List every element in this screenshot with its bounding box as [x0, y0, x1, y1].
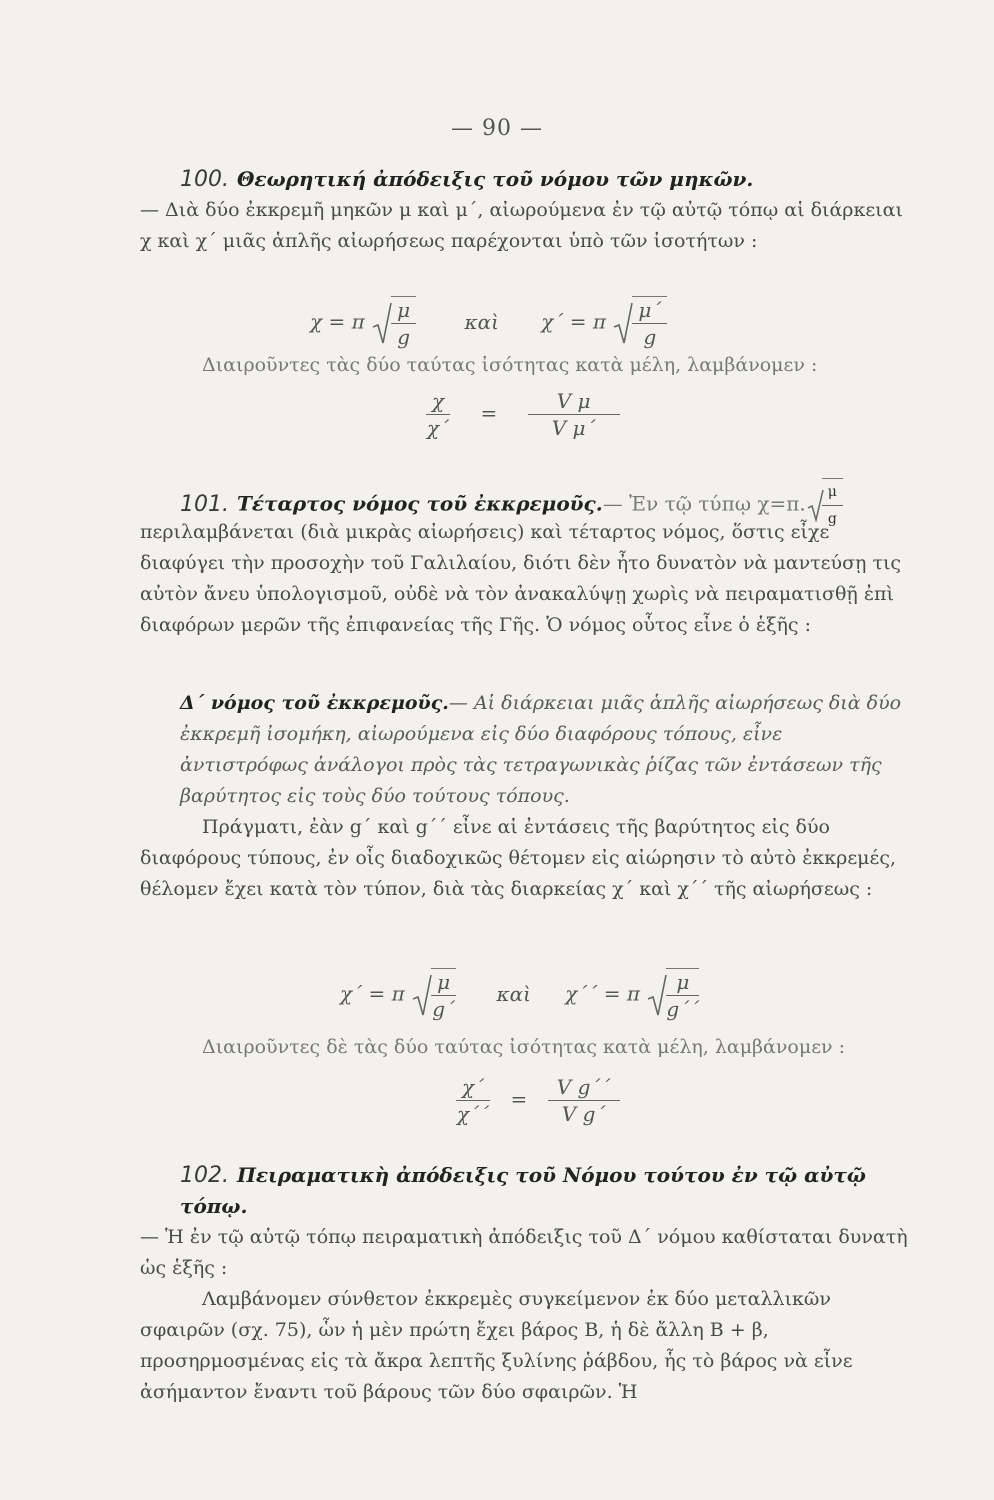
section-102-heading	[180, 1160, 940, 1222]
section-101-proof: Πράγματι, ἐὰν g΄ καὶ g΄΄ εἶνε αἱ ἐντάσεις τῆς βαρύτητος εἰς δύο διαφόρους τύπους, ἐν οἷς διαδοχικῶς θέτομεν εἰς αἰώρησιν τὸ αὐτὸ ἐκκρεμές, θέλομεν ἔχει κατὰ τὸν τύπον, διὰ τὰς διαρκείας χ΄ καὶ χ΄΄ τῆς αἰωρήσεως :	[140, 816, 897, 900]
sqrt-sign-icon	[612, 301, 634, 345]
section-102-number: 102.	[180, 1163, 229, 1188]
section-101-ratio: $\frac{\chi΄}{\chi΄΄}$ = $\frac{\text{V g΄΄}}{\text{V g΄}}$	[450, 1074, 626, 1127]
section-100-formula: χ = π $\frac{\mu}{g}$ καὶ χ΄ = π $\frac{\mu΄}{g}$	[310, 296, 673, 350]
formula-and: καὶ	[464, 309, 499, 334]
section-101-heading: 101. Τέταρτος νόμος τοῦ ἐκκρεμοῦς.— Ἐν τῷ τύπῳ χ=π. $\frac{\mu}{g}$	[180, 478, 920, 532]
page-number: — 90 —	[451, 116, 543, 141]
section-100-number: 100.	[180, 167, 229, 192]
section-102-text-2: Λαμβάνομεν σύνθετον ἐκκρεμὲς συγκείμενον ἐκ δύο μεταλλικῶν σφαιρῶν (σχ. 75), ὧν ἡ μὲν πρώτη ἔχει βάρος Β, ἡ δὲ ἄλλη Β + β, προσηρμοσμένας εἰς τὰ ἄκρα λεπτῆς ξυλίνης ῥάβδου, ἧς τὸ βάρος νὰ εἶνε ἀσήμαντον ἔναντι τοῦ βάρους τῶν δύο σφαιρῶν. Ἡ	[140, 1288, 853, 1403]
sqrt-sign-icon	[411, 973, 433, 1017]
section-101-text: περιλαμβάνεται (διὰ μικρὰς αἰωρήσεις) καὶ τέταρτος νόμος, ὅστις εἶχε διαφύγει τὴν προσοχὴν τοῦ Γαλιλαίου, διότι δὲν ἦτο δυνατὸν νὰ μαντεύσῃ τις αὐτὸν ἄνευ ὑπολογισμοῦ, οὐδὲ νὰ τὸν ἀνακαλύψῃ χωρὶς νὰ πειραματισθῇ ἐπὶ διαφόρων μερῶν τῆς ἐπιφανείας τῆς Γῆς. Ὁ νόμος οὗτος εἶνε ὁ ἑξῆς :	[140, 521, 902, 636]
section-102-text: — Ἡ ἐν τῷ αὐτῷ τόπῳ πειραματικὴ ἀπόδειξις τοῦ Δ΄ νόμου καθίσταται δυνατὴ ὡς ἑξῆς :	[140, 1226, 908, 1279]
formula-left: χ = π	[310, 309, 365, 334]
fourth-law-statement	[180, 688, 910, 812]
formula-right: χ΄ = π	[541, 309, 607, 334]
section-100-heading	[180, 164, 920, 195]
section-100-ratio: $\frac{\chi}{\chi΄}$ = $\frac{\text{V μ}}{\text{V μ΄}}$	[420, 388, 626, 441]
section-101-title: Τέταρτος νόμος τοῦ ἐκκρεμοῦς.	[236, 491, 603, 516]
fourth-law-title: Δ΄ νόμος τοῦ ἐκκρεμοῦς.	[180, 692, 449, 714]
sqrt-sign-icon	[371, 301, 393, 345]
section-100-divide-text: Διαιροῦντες τὰς δύο ταύτας ἰσότητας κατὰ μέλη, λαμβάνομεν :	[202, 354, 818, 376]
section-101-formula: χ΄ = π $\frac{\mu}{g΄}$ καὶ χ΄΄ = π $\frac{\mu}{g΄΄}$	[340, 970, 700, 1021]
fourth-law-text: — Αἱ διάρκειαι μιᾶς ἁπλῆς αἰωρήσεως διὰ δύο ἐκκρεμῆ ἰσομήκη, αἰωρούμενα εἰς δύο διαφόρους τόπους, εἶνε ἀντιστρόφως ἀνάλογοι πρὸς τὰς τετραγωνικὰς ῥίζας τῶν ἐντάσεων τῆς βαρύτητος εἰς τοὺς δύο τούτους τόπους.	[180, 692, 902, 807]
section-100-title: Θεωρητική ἀπόδειξις τοῦ νόμου τῶν μηκῶν.	[236, 167, 754, 191]
sqrt-sign-icon	[646, 973, 668, 1017]
section-102-title: Πειραματικὴ ἀπόδειξις τοῦ Νόμου τούτου ἐν τῷ αὐτῷ τόπῳ.	[180, 1163, 866, 1218]
section-101-number: 101.	[180, 491, 229, 517]
section-101-divide-text: Διαιροῦντες δὲ τὰς δύο ταύτας ἰσότητας κατὰ μέλη, λαμβάνομεν :	[202, 1036, 846, 1058]
section-100-text: — Διὰ δύο ἐκκρεμῆ μηκῶν μ καὶ μ΄, αἰωρούμενα ἐν τῷ αὐτῷ τόπῳ αἱ διάρκειαι χ καὶ χ΄ μιᾶς ἁπλῆς αἰωρήσεως παρέχονται ὑπὸ τῶν ἰσοτήτων :	[140, 199, 903, 252]
